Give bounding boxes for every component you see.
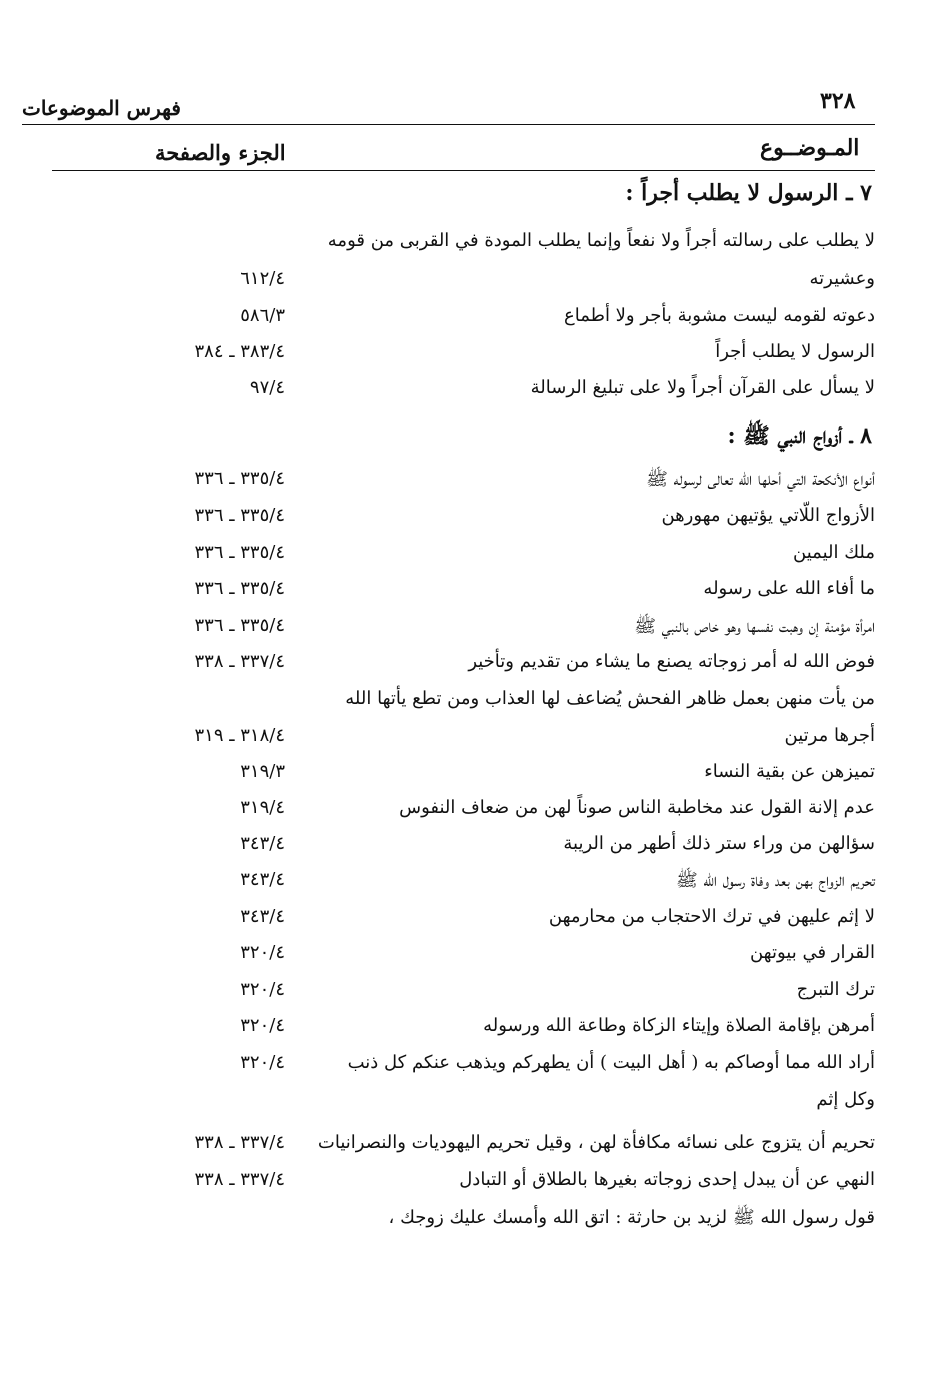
entry-text: النهي عن أن يبدل إحدى زوجاته بغيرها بالطلاق أو التبادل — [459, 1169, 875, 1190]
entry-text: الأزواج اللّاتي يؤتيهن مهورهن — [661, 505, 875, 526]
entry-ref: ٣٣٧/٤ ـ ٣٣٨ — [194, 1132, 285, 1153]
entry-text: ملك اليمين — [793, 542, 875, 563]
entry-ref: ٣٣٥/٤ ـ ٣٣٦ — [194, 578, 285, 599]
entry-ref: ٣٤٣/٤ — [240, 869, 285, 890]
entry-text: دعوته لقومه ليست مشوبة بأجر ولا أطماع — [563, 305, 875, 326]
entry-text: من يأت منهن بعمل ظاهر الفحش يُضاعف لها العذاب ومن تطع يأتها الله — [345, 688, 875, 709]
entry-ref: ٣٢٠/٤ — [240, 979, 285, 1000]
entry-text: وعشيرته — [809, 268, 875, 289]
entry-ref: ٦١٢/٤ — [240, 268, 285, 289]
entry-ref: ٩٧/٤ — [249, 377, 285, 398]
entry-text: عدم إلانة القول عند مخاطبة الناس صوناً لهن من ضعاف النفوس — [399, 797, 875, 818]
entry-text: أجرها مرتين — [784, 725, 875, 746]
column-header-topic: المـوضــوع — [760, 135, 860, 161]
entry-ref: ٣٨٣/٤ ـ ٣٨٤ — [194, 341, 285, 362]
column-header-volume-page: الجزء والصفحة — [155, 140, 286, 165]
entry-text: وكل إثم — [816, 1089, 875, 1110]
entry-text: القرار في بيوتهن — [749, 942, 875, 963]
entry-ref: ٣٣٥/٤ ـ ٣٣٦ — [194, 615, 285, 636]
entry-ref: ٣١٨/٤ ـ ٣١٩ — [194, 725, 285, 746]
entry-text: لا إثم عليهن في ترك الاحتجاب من محارمهن — [548, 906, 875, 927]
entry-text: تحريم الزواج بهن بعد وفاة رسول الله ﷺ — [675, 870, 875, 891]
entry-text: لا يسأل على القرآن أجراً ولا على تبليغ الرسالة — [530, 377, 875, 398]
entry-text: أنواع الأنكحة التي أحلها الله تعالى لرسوله ﷺ — [646, 469, 875, 490]
entry-ref: ٣٤٣/٤ — [240, 906, 285, 927]
entry-text: امرأة مؤمنة إن وهبت نفسها وهو خاص بالنبي ﷺ — [634, 616, 875, 637]
section-title: ٨ ـ أزواج النبي ﷺ : — [727, 423, 872, 449]
entry-ref: ٣٣٥/٤ ـ ٣٣٦ — [194, 468, 285, 489]
entry-ref: ٣١٩/٤ — [240, 797, 285, 818]
entry-ref: ٣٣٧/٤ ـ ٣٣٨ — [194, 651, 285, 672]
entry-text: تميزهن عن بقية النساء — [704, 761, 875, 782]
column-header-rule — [52, 170, 875, 171]
entry-ref: ٣٣٥/٤ ـ ٣٣٦ — [194, 542, 285, 563]
entry-ref: ٣٤٣/٤ — [240, 833, 285, 854]
entry-ref: ٣٢٠/٤ — [240, 1015, 285, 1036]
entry-text: قول رسول الله ﷺ لزيد بن حارثة : اتق الله وأمسك عليك زوجك ، — [388, 1207, 875, 1228]
section-title: ٧ ـ الرسول لا يطلب أجراً : — [625, 180, 872, 206]
entry-ref: ٥٨٦/٣ — [240, 305, 285, 326]
entry-text: الرسول لا يطلب أجراً — [715, 341, 875, 362]
entry-text: سؤالهن من وراء ستر ذلك أطهر من الريبة — [563, 833, 875, 854]
entry-text: أمرهن بإقامة الصلاة وإيتاء الزكاة وطاعة الله ورسوله — [483, 1015, 875, 1036]
entry-text: تحريم أن يتزوج على نسائه مكافأة لهن ، وقيل تحريم اليهوديات والنصرانيات — [317, 1132, 875, 1153]
entry-ref: ٣٢٠/٤ — [240, 1052, 285, 1073]
entry-text: ما أفاء الله على رسوله — [703, 578, 875, 599]
entry-text: ترك التبرج — [796, 979, 875, 1000]
entry-ref: ٣٢٠/٤ — [240, 942, 285, 963]
entry-ref: ٣١٩/٣ — [240, 761, 285, 782]
page-number: ٣٢٨ — [820, 88, 856, 114]
running-title: فهرس الموضوعات — [22, 96, 181, 120]
entry-text: أراد الله مما أوصاكم به ( أهل البيت ) أن يطهركم ويذهب عنكم كل ذنب — [347, 1052, 875, 1073]
header-rule — [22, 124, 875, 125]
entry-ref: ٣٣٧/٤ ـ ٣٣٨ — [194, 1169, 285, 1190]
entry-text: فوض الله له أمر زوجاته يصنع ما يشاء من تقديم وتأخير — [468, 651, 875, 672]
entry-text: لا يطلب على رسالته أجراً ولا نفعاً وإنما يطلب المودة في القربى من قومه — [327, 230, 875, 251]
entry-ref: ٣٣٥/٤ ـ ٣٣٦ — [194, 505, 285, 526]
